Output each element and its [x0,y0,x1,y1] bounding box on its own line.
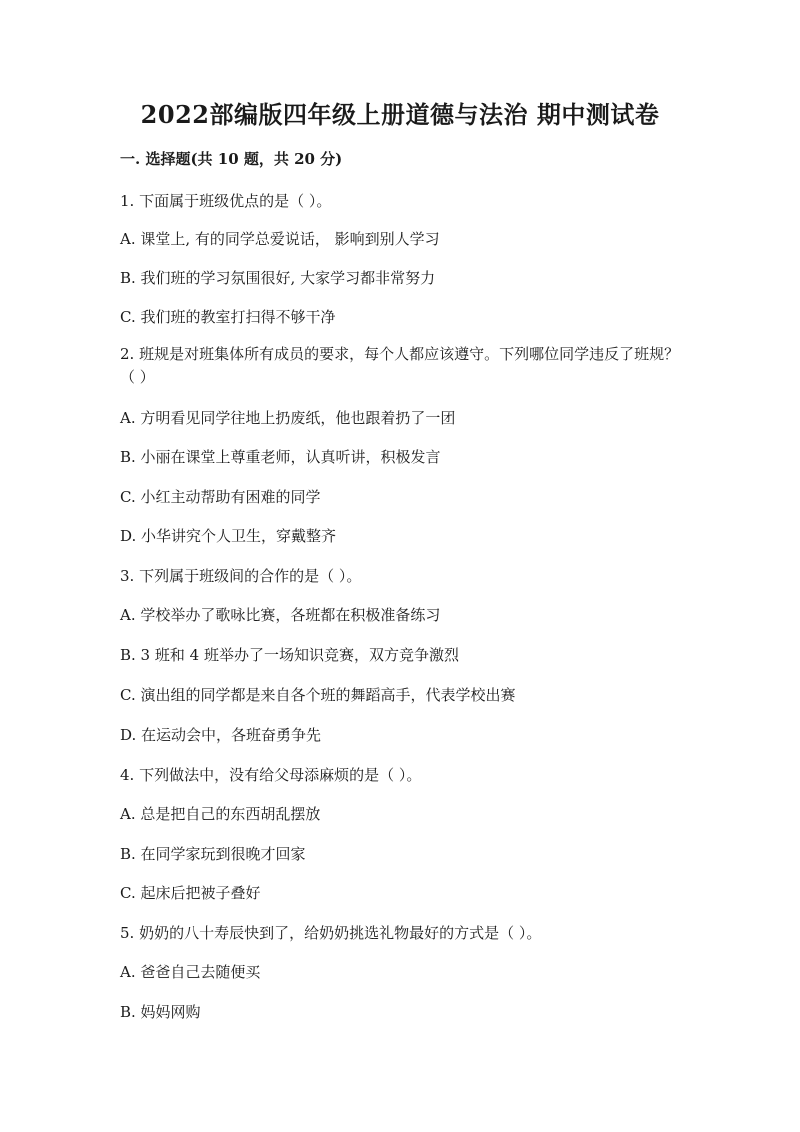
question-1-option-c: C. 我们班的教室打扫得不够干净 [120,308,336,326]
question-stem-2: 2. 班规是对班集体所有成员的要求，每个人都应该遵守。下列哪位同学违反了班规？（ ） [120,345,680,386]
question-stem-5: 5. 奶奶的八十寿辰快到了，给奶奶挑选礼物最好的方式是（ ）。 [120,924,542,942]
question-1-option-b: B. 我们班的学习氛围很好, 大家学习都非常努力 [120,269,436,287]
question-3-option-a: A. 学校举办了歌咏比赛，各班都在积极准备练习 [120,606,441,624]
section-heading: 一. 选择题(共 10 题，共 20 分) [120,150,343,168]
question-2-option-d: D. 小华讲究个人卫生，穿戴整齐 [120,527,337,545]
question-4-option-c: C. 起床后把被子叠好 [120,884,261,902]
question-2-option-c: C. 小红主动帮助有困难的同学 [120,488,321,506]
question-5-option-b: B. 妈妈网购 [120,1003,201,1021]
question-1-option-a: A. 课堂上, 有的同学总爱说话， 影响到别人学习 [120,230,440,248]
question-2-option-a: A. 方明看见同学往地上扔废纸，他也跟着扔了一团 [120,409,456,427]
question-4-option-b: B. 在同学家玩到很晚才回家 [120,845,306,863]
question-3-option-d: D. 在运动会中，各班奋勇争先 [120,726,322,744]
question-5-option-a: A. 爸爸自己去随便买 [120,963,261,981]
page-title: 2022部编版四年级上册道德与法治 期中测试卷 [140,100,660,129]
question-3-option-b: B. 3 班和 4 班举办了一场知识竞赛，双方竞争激烈 [120,646,459,664]
question-stem-3: 3. 下列属于班级间的合作的是（ ）。 [120,567,362,585]
question-3-option-c: C. 演出组的同学都是来自各个班的舞蹈高手，代表学校出赛 [120,686,516,704]
question-4-option-a: A. 总是把自己的东西胡乱摆放 [120,805,321,823]
question-stem-1: 1. 下面属于班级优点的是（ ）。 [120,192,332,210]
question-2-option-b: B. 小丽在课堂上尊重老师，认真听讲，积极发言 [120,448,441,466]
question-stem-4: 4. 下列做法中，没有给父母添麻烦的是（ ）。 [120,766,422,784]
